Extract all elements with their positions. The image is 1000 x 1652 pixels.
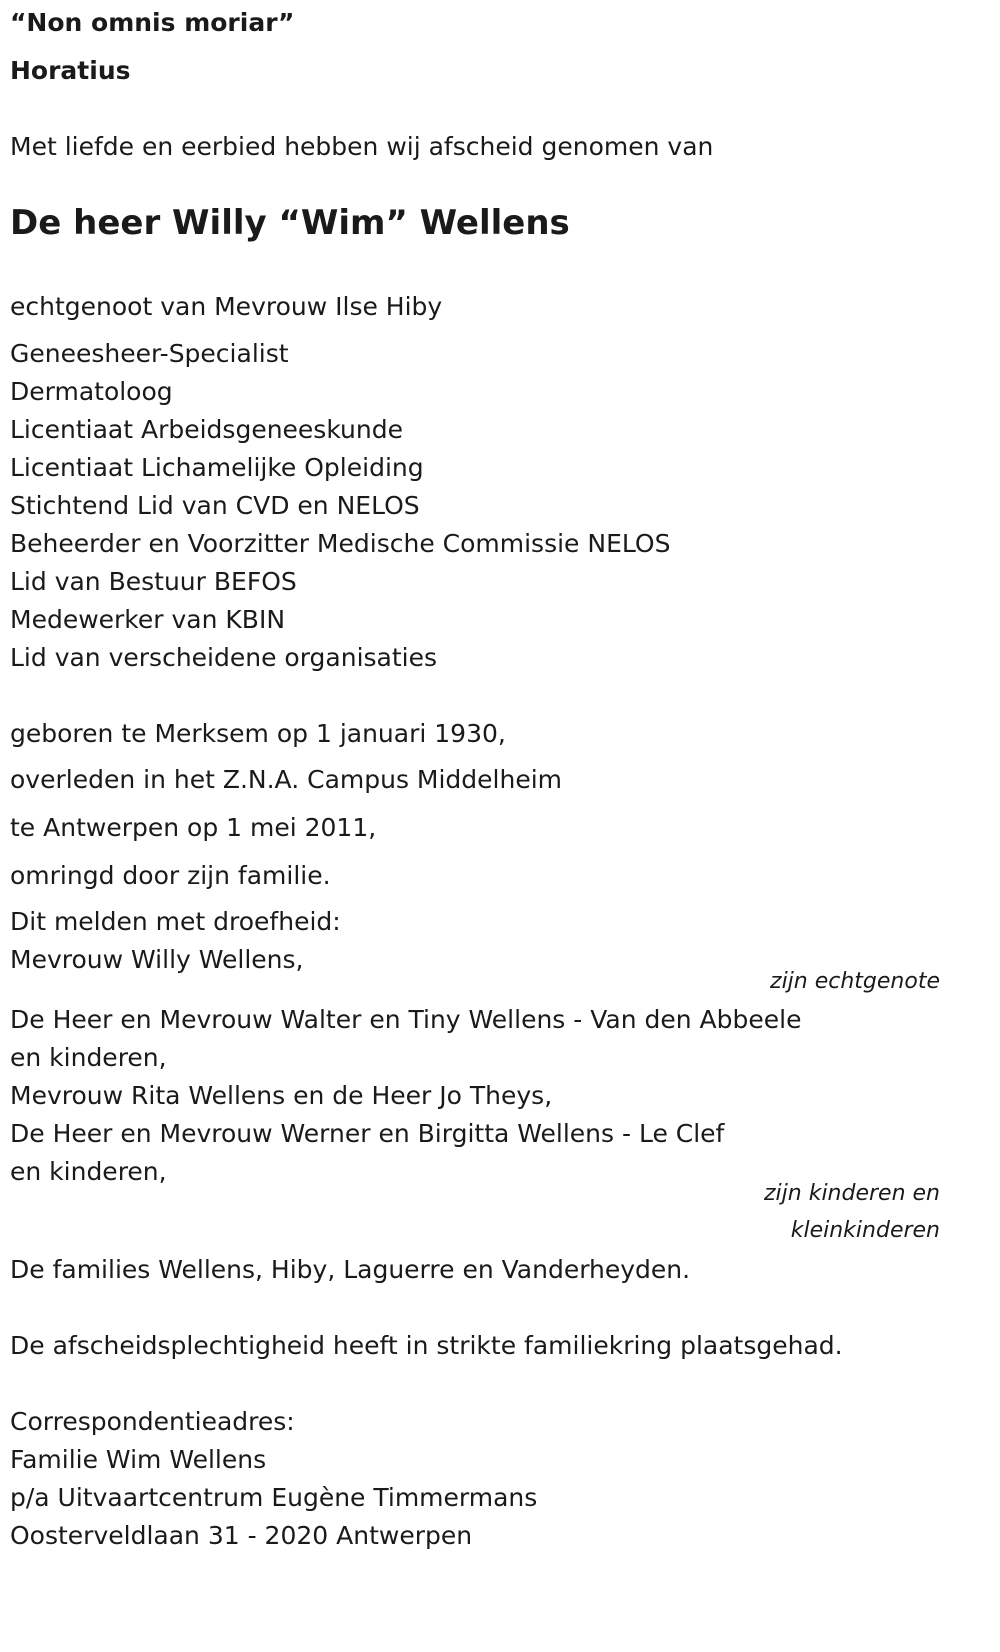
spouse-line: echtgenoot van Mevrouw Ilse Hiby: [10, 292, 443, 321]
announcer-child-line: en kinderen,: [10, 1157, 167, 1186]
title-line: Dermatoloog: [10, 377, 173, 406]
title-line: Geneesheer-Specialist: [10, 339, 289, 368]
correspondence-heading: Correspondentieadres:: [10, 1407, 295, 1436]
title-line: Medewerker van KBIN: [10, 605, 286, 634]
died-place-line: overleden in het Z.N.A. Campus Middelheim: [10, 765, 563, 794]
children-role: kleinkinderen: [790, 1218, 940, 1243]
announcers-heading: Dit melden met droefheid:: [10, 907, 341, 936]
intro-text: Met liefde en eerbied hebben wij afscheid genomen van: [10, 132, 714, 161]
quote-text: “Non omnis moriar”: [10, 8, 295, 37]
title-line: Lid van verscheidene organisaties: [10, 643, 438, 672]
quote-author: Horatius: [10, 56, 131, 85]
title-line: Stichtend Lid van CVD en NELOS: [10, 491, 420, 520]
surrounded-line: omringd door zijn familie.: [10, 861, 331, 890]
title-line: Beheerder en Voorzitter Medische Commissie NELOS: [10, 529, 671, 558]
announcer-child-line: Mevrouw Rita Wellens en de Heer Jo Theys,: [10, 1081, 553, 1110]
spouse-role: zijn echtgenote: [770, 969, 940, 994]
announcer-child-line: De Heer en Mevrouw Walter en Tiny Wellens - Van den Abbeele: [10, 1005, 802, 1034]
children-role: zijn kinderen en: [764, 1181, 940, 1206]
title-line: Lid van Bestuur BEFOS: [10, 567, 297, 596]
announcer-child-line: De Heer en Mevrouw Werner en Birgitta Wellens - Le Clef: [10, 1119, 725, 1148]
born-line: geboren te Merksem op 1 januari 1930,: [10, 719, 506, 748]
ceremony-line: De afscheidsplechtigheid heeft in strikte familiekring plaatsgehad.: [10, 1331, 843, 1360]
correspondence-line: Familie Wim Wellens: [10, 1445, 267, 1474]
correspondence-line: Oosterveldlaan 31 - 2020 Antwerpen: [10, 1521, 473, 1550]
announcer-spouse: Mevrouw Willy Wellens,: [10, 945, 304, 974]
families-line: De families Wellens, Hiby, Laguerre en Vanderheyden.: [10, 1255, 691, 1284]
died-date-line: te Antwerpen op 1 mei 2011,: [10, 813, 377, 842]
title-line: Licentiaat Lichamelijke Opleiding: [10, 453, 424, 482]
correspondence-line: p/a Uitvaartcentrum Eugène Timmermans: [10, 1483, 538, 1512]
announcer-child-line: en kinderen,: [10, 1043, 167, 1072]
deceased-name: De heer Willy “Wim” Wellens: [10, 203, 570, 243]
title-line: Licentiaat Arbeidsgeneeskunde: [10, 415, 403, 444]
